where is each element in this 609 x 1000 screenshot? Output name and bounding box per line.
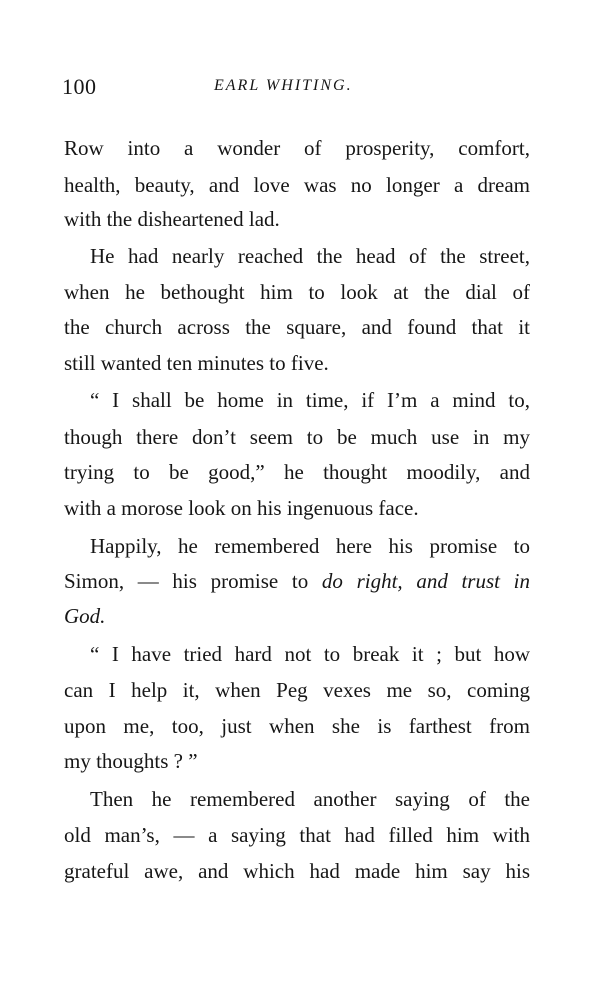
paragraph-first-line: Happily, he remembered here his promise to — [90, 534, 530, 558]
text-line: with the disheartened lad. — [64, 207, 280, 231]
text-line — [64, 601, 530, 631]
text-line: health, beauty, and love was no longer a dream — [64, 173, 530, 197]
line-italic-text: God. — [64, 604, 106, 628]
paragraph-first-line: “ I shall be home in time, if I’m a mind to, — [90, 388, 530, 412]
text-line: when he bethought him to look at the dial of — [64, 280, 530, 304]
text-line: old man’s, — a saying that had filled him with — [64, 823, 530, 847]
text-line: with a morose look on his ingenuous face. — [64, 496, 419, 520]
text-line: my thoughts ? ” — [64, 749, 198, 773]
paragraph-first-line: “ I have tried hard not to break it ; but how — [90, 642, 530, 666]
text-line: the church across the square, and found that it — [64, 315, 530, 339]
line-italic-text: do right, and trust in — [321, 569, 530, 593]
page-header — [62, 74, 532, 104]
text-line — [64, 566, 530, 596]
line-roman-text: Simon, — his promise to — [64, 569, 322, 593]
text-line: grateful awe, and which had made him say his — [64, 859, 530, 883]
text-line: upon me, too, just when she is farthest from — [64, 714, 530, 738]
running-head: EARL WHITING. — [214, 77, 353, 94]
text-line: can I help it, when Peg vexes me so, coming — [64, 678, 530, 702]
paragraph-first-line: He had nearly reached the head of the street, — [90, 244, 530, 268]
paragraph-first-line: Then he remembered another saying of the — [90, 787, 530, 811]
text-line: though there don’t seem to be much use in my — [64, 425, 530, 449]
text-line: Row into a wonder of prosperity, comfort, — [64, 136, 530, 160]
text-line: trying to be good,” he thought moodily, and — [64, 460, 530, 484]
text-line: still wanted ten minutes to five. — [64, 351, 329, 375]
page-number: 100 — [62, 74, 97, 99]
